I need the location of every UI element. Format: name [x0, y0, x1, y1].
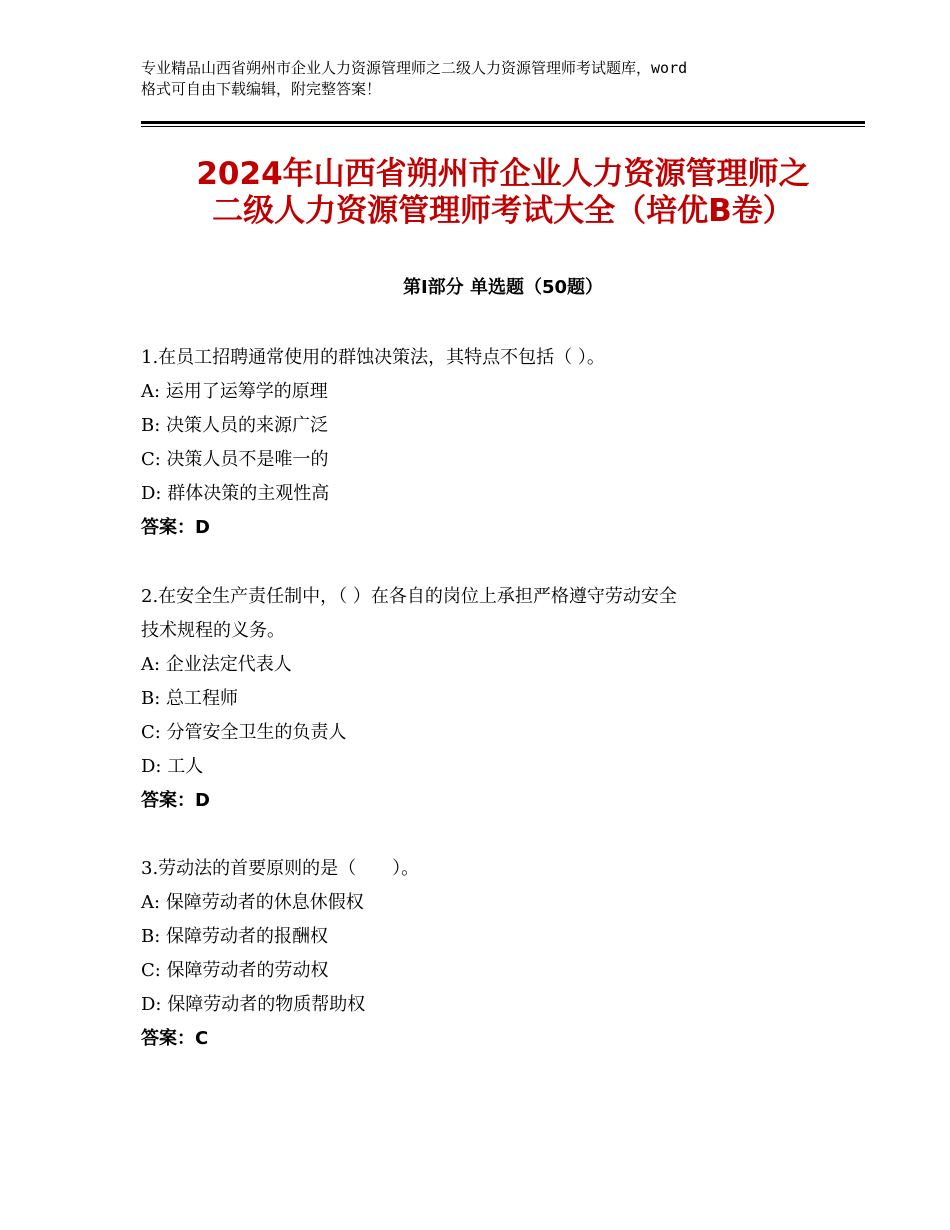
option-b: B: 总工程师	[141, 688, 239, 709]
answer-line: 答案：C	[141, 1028, 209, 1049]
document-title	[141, 156, 865, 230]
option-b: B: 保障劳动者的报酬权	[141, 926, 329, 947]
question-stem	[141, 852, 831, 886]
question-stem-line: 3.劳动法的首要原则的是（ ）。	[141, 858, 420, 879]
header-rule-thin	[141, 126, 865, 127]
header-note	[141, 58, 831, 100]
header-rule-thick	[141, 121, 865, 124]
option-a: A: 运用了运筹学的原理	[141, 381, 328, 402]
answer-line: 答案：D	[141, 517, 210, 538]
header-note-line: 专业精品山西省朔州市企业人力资源管理师之二级人力资源管理师考试题库，word	[141, 59, 688, 77]
option-c: C: 决策人员不是唯一的	[141, 449, 329, 470]
document-title-line: 二级人力资源管理师考试大全（培优B卷）	[212, 193, 794, 229]
section-title: 第Ⅰ部分 单选题（50题）	[402, 277, 603, 298]
option-d: D: 保障劳动者的物质帮助权	[141, 994, 366, 1015]
question-stem-line: 1.在员工招聘通常使用的群蚀决策法，其特点不包括（ ）。	[141, 347, 605, 368]
header-note-line: 格式可自由下载编辑，附完整答案！	[141, 80, 382, 98]
option-d: D: 群体决策的主观性高	[141, 483, 330, 504]
question-item	[141, 341, 831, 545]
option-c: C: 分管安全卫生的负责人	[141, 722, 347, 743]
option-a: A: 保障劳动者的休息休假权	[141, 892, 364, 913]
question-item	[141, 580, 831, 818]
question-item	[141, 852, 831, 1056]
question-stem	[141, 341, 831, 375]
question-stem-line: 技术规程的义务。	[141, 620, 285, 641]
option-c: C: 保障劳动者的劳动权	[141, 960, 329, 981]
question-stem	[141, 580, 831, 648]
option-d: D: 工人	[141, 756, 204, 777]
question-stem-line: 2.在安全生产责任制中，（ ）在各自的岗位上承担严格遵守劳动安全	[141, 586, 677, 607]
document-title-line: 2024年山西省朔州市企业人力资源管理师之	[196, 156, 810, 192]
option-a: A: 企业法定代表人	[141, 654, 292, 675]
option-b: B: 决策人员的来源广泛	[141, 415, 329, 436]
answer-line: 答案：D	[141, 790, 210, 811]
